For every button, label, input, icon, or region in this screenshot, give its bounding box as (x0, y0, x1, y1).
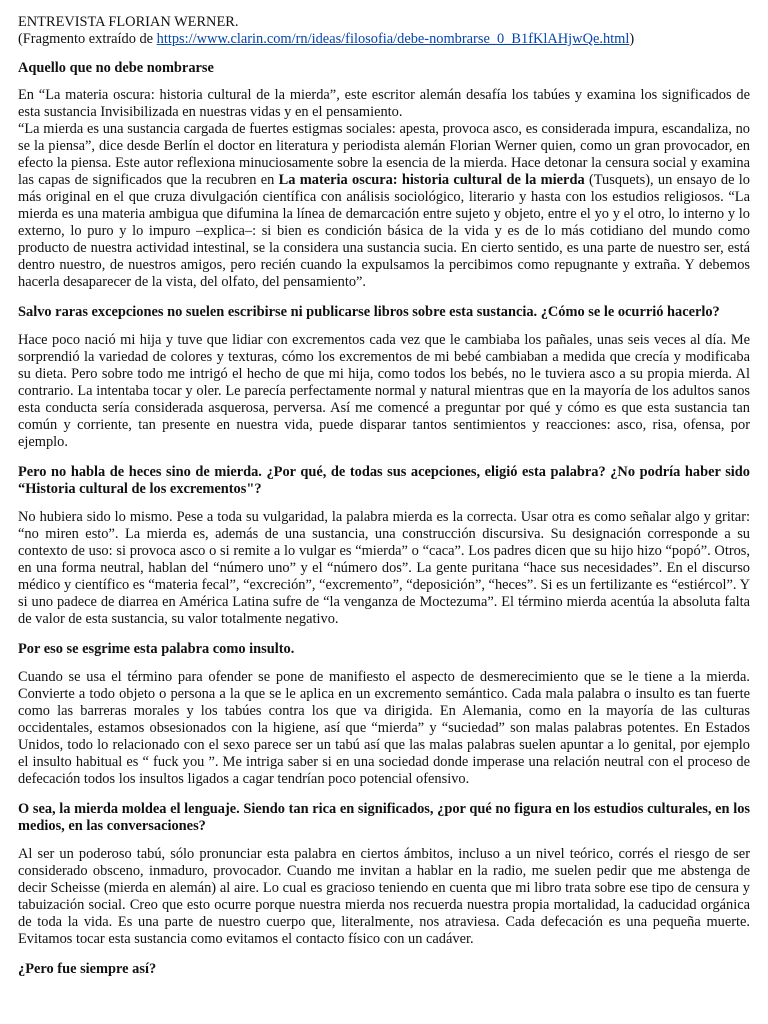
qa-section-2 (18, 464, 750, 628)
intro-text-b: (Tusquets), un ensayo de lo más original en el que cruza divulgación científica con análisis sociológico, literario y hasta con los estudios religiosos. “La mierda es una materia ambigua que difumina la línea de demarcación entre sujeto y objeto, entre el yo y el otro, lo interno y lo externo, lo puro y lo impuro –explica–: si bien es condición básica de la vida y es de lo más cotidiano del mundo como producto de nuestra actividad intestinal, se la considera una sustancia sucia. En cierto sentido, es una parte de nuestro ser, está dentro nuestro, de nuestros amigos, pero recién cuando la expulsamos la percibimos como repugnante y extraña. Y debemos hacerla desaparecer de la vista, del olfato, del pensamiento”. (18, 172, 750, 290)
qa-section-4 (18, 801, 750, 948)
source-prefix: (Fragmento extraído de (18, 31, 157, 47)
answer-2: No hubiera sido lo mismo. Pese a toda su vulgaridad, la palabra mierda es la correcta. Usar otra es como señalar algo y gritar: “no miren esto”. La mierda es, además de una sustancia, una construcción discursiva. Su designación corresponde a su contexto de uso: si provoca asco o si remite a lo vulgar es “mierda” o “caca”. Los padres dicen que su hijo hizo “popó”. Otros, en una forma neutral, hablan del “número uno” y el “número dos”. La gente puritana “hace sus necesidades”. En el discurso médico y científico es “materia fecal”, “excreción”, “excremento”, “deposición”, “heces”. Si es un fertilizante es “estiércol”. Y si uno padece de diarrea en América Latina sufre de “la venganza de Moctezuma”. El término mierda acentúa la absoluta falta de valor de esta sustancia, su valor totalmente negativo. (18, 509, 750, 627)
qa-section-3 (18, 641, 750, 788)
answer-4: Al ser un poderoso tabú, sólo pronunciar esta palabra en ciertos ámbitos, incluso a un nivel teórico, corrés el riesgo de ser considerado obsceno, inmaduro, provocador. Cuando me invitan a hablar en la radio, me suelen pedir que me abstenga de decir Scheisse (mierda en alemán) al aire. Lo cual es gracioso teniendo en cuenta que mi libro trata sobre ese tipo de censura y tabuización social. Creo que esto ocurre porque nuestra mierda nos recuerda nuestra propia mortalidad, la caducidad orgánica de toda la vida. Es una parte de nuestro cuerpo que, literalmente, nos atraviesa. Cada defecación es una pequeña muerte. Evitamos tocar esta sustancia como evitamos el contacto físico con un cadáver. (18, 846, 750, 947)
intro-paragraph-2 (18, 121, 750, 291)
answer-1: Hace poco nació mi hija y tuve que lidiar con excrementos cada vez que le cambiaba los pañales, unas seis veces al día. Me sorprendió la variedad de colores y texturas, cómo los excrementos de mi bebé cambiaban a medida que crecía y modificaba su dieta. Pero sobre todo me intrigó el hecho de que mi hija, como todos los bebés, no le tuviera asco a su propia mierda. Al contrario. La intentaba tocar y oler. Le parecía perfectamente normal y natural mientras que en la mayoría de los adultos sanos esta conducta sería considerada asquerosa, perversa. Así me comencé a preguntar por qué y cómo es que esta sustancia tan común y corriente, tan presente en nuestra vida, puede disparar tantos sentimientos y reacciones: asco, risa, ofensa, por ejemplo. (18, 332, 750, 450)
question-1: Salvo raras excepciones no suelen escribirse ni publicarse libros sobre esta sustancia. ¿Cómo se le ocurrió hacerlo? (18, 304, 720, 320)
question-3: Por eso se esgrime esta palabra como insulto. (18, 641, 295, 657)
intro-paragraph-1: En “La materia oscura: historia cultural de la mierda”, este escritor alemán desafía los tabúes y examina los significados de esta sustancia Invisibilizada en nuestras vidas y en el pensamiento. (18, 87, 750, 120)
question-4: O sea, la mierda moldea el lenguaje. Siendo tan rica en significados, ¿por qué no figura en los estudios culturales, en los medios, en las conversaciones? (18, 801, 750, 834)
interview-heading: ENTREVISTA FLORIAN WERNER. (18, 14, 239, 30)
intro-section (18, 60, 750, 291)
source-link[interactable]: https://www.clarin.com/rn/ideas/filosofia/debe-nombrarse_0_B1fKlAHjwQe.html (156, 31, 630, 47)
intro-text-a: “La mierda es una sustancia cargada de fuertes estigmas sociales: apesta, provoca asco, es considerada impura, escandaliza, no se la piensa”, dice desde Berlín el doctor en literatura y periodista alemán Florian Werner quien, como un gran provocador, en efecto la piensa. Este autor reflexiona minuciosamente sobre la esencia de la mierda. Hace detonar la censura social y examina las capas de significados que la recubren en (18, 121, 750, 188)
article-title: Aquello que no debe nombrarse (18, 60, 214, 76)
source-suffix: ) (629, 31, 635, 47)
answer-3: Cuando se usa el término para ofender se pone de manifiesto el aspecto de desmerecimiento que se le tiene a la mierda. Convierte a todo objeto o persona a la que se le aplica en un excremento semántico. Cada mala palabra o insulto es tan fuerte como las barreras morales y los tabúes contra los que va dirigida. En Alemania, como en la mayoría de las culturas occidentales, estamos obsesionados con la higiene, así que “mierda” y “suciedad” son malas palabras potentes. En Estados Unidos, todo lo relacionado con el sexo parece ser un tabú así que las malas palabras suelen apuntar a lo genital, por ejemplo el insulto habitual es “ fuck you ”. Me intriga saber si en una sociedad donde imperase una relación neutral con el proceso de defecación todos los insultos ligados a cagar tendrían poco potencial ofensivo. (18, 669, 750, 787)
question-5: ¿Pero fue siempre así? (18, 961, 157, 977)
qa-section-5 (18, 961, 750, 978)
question-2: Pero no habla de heces sino de mierda. ¿Por qué, de todas sus acepciones, eligió esta palabra? ¿No podría haber sido “Historia cultural de los excrementos"? (18, 464, 750, 497)
source-line (18, 31, 750, 48)
book-title: La materia oscura: historia cultural de la mierda (278, 172, 585, 188)
qa-section-1 (18, 304, 750, 451)
